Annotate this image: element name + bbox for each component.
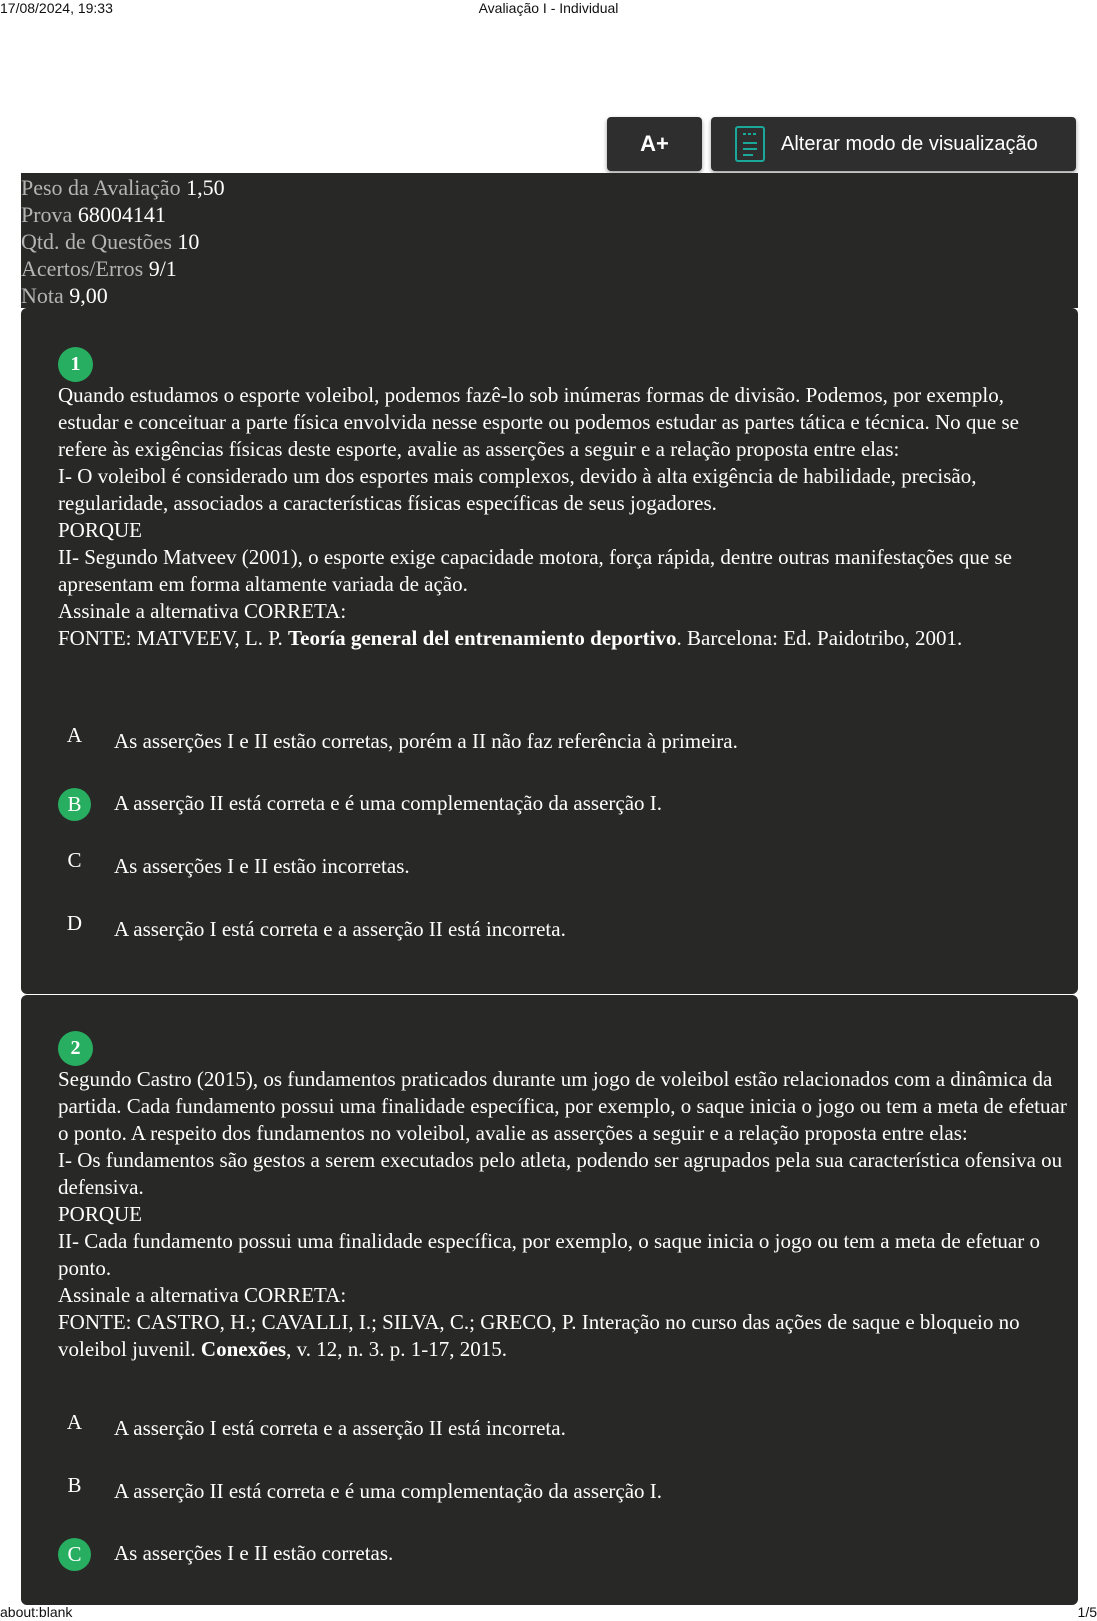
answer-option-selected[interactable] — [58, 788, 1058, 822]
answer-option[interactable] — [58, 723, 1058, 760]
option-letter: C — [67, 848, 82, 872]
option-text: A asserção I está correta e a asserção II está incorreta. — [114, 1416, 566, 1440]
connector-text: PORQUE — [58, 1202, 143, 1226]
option-letter: A — [66, 1410, 83, 1434]
question-number-badge: 1 — [58, 347, 93, 382]
option-text: A asserção II está correta e é uma complementação da asserção I. — [114, 791, 663, 815]
question-text — [58, 382, 1068, 652]
document-list-icon — [735, 126, 765, 162]
answer-option[interactable] — [58, 911, 1058, 948]
instruction-text: Assinale a alternativa CORRETA: — [58, 1283, 347, 1307]
info-row-grade: Nota 9,00 — [21, 283, 108, 308]
option-letter: D — [66, 911, 83, 935]
answer-option[interactable] — [58, 1410, 1058, 1447]
source-citation: FONTE: CASTRO, H.; CAVALLI, I.; SILVA, C.; GRECO, P. Interação no curso das ações de saque e bloqueio no voleibol juvenil. Conexões, v. 12, n. 3. p. 1-17, 2015. — [58, 1310, 1020, 1361]
page-indicator: 1/5 — [1077, 1604, 1097, 1620]
connector-text: PORQUE — [58, 518, 143, 542]
answer-option[interactable] — [58, 848, 1058, 885]
assertion-two: II- Cada fundamento possui uma finalidade específica, por exemplo, o saque inicia o jogo ou tem a meta de efetuar o ponto. — [58, 1229, 1040, 1280]
font-size-button[interactable]: A+ — [607, 117, 702, 171]
answer-option[interactable] — [58, 1473, 1058, 1510]
question-number-badge: 2 — [58, 1031, 93, 1066]
assertion-one: I- O voleibol é considerado um dos esportes mais complexos, devido à alta exigência de habilidade, precisão, regularidade, associados a características físicas específicas de seus jogadores. — [58, 464, 977, 515]
question-text — [58, 1066, 1068, 1363]
view-mode-button[interactable] — [711, 117, 1076, 171]
option-letter-selected: C — [58, 1538, 91, 1571]
option-letter: B — [67, 1473, 82, 1497]
option-text: A asserção II está correta e é uma complementação da asserção I. — [114, 1479, 663, 1503]
assertion-one: I- Os fundamentos são gestos a serem executados pelo atleta, podendo ser agrupados pela sua característica ofensiva ou defensiva. — [58, 1148, 1063, 1199]
option-text: A asserção I está correta e a asserção II está incorreta. — [114, 917, 566, 941]
question-card — [21, 308, 1078, 994]
option-text: As asserções I e II estão corretas. — [114, 1541, 394, 1565]
question-statement: Segundo Castro (2015), os fundamentos praticados durante um jogo de voleibol estão relacionados com a dinâmica da partida. Cada fundamento possui uma finalidade específica, por exemplo, o saque inicia o jogo ou tem a meta de efetuar o ponto. A respeito dos fundamentos no voleibol, avalie as asserções a seguir e a relação proposta entre elas: — [58, 1067, 1067, 1145]
info-row-exam: Prova 68004141 — [21, 202, 166, 227]
info-row-score-ratio: Acertos/Erros 9/1 — [21, 256, 177, 281]
question-card — [21, 995, 1078, 1605]
option-letter-selected: B — [58, 788, 91, 821]
assertion-two: II- Segundo Matveev (2001), o esporte exige capacidade motora, força rápida, dentre outras manifestações que se apresentam em forma altamente variada de ação. — [58, 545, 1012, 596]
view-mode-label: Alterar modo de visualização — [781, 132, 1038, 155]
exam-info-panel — [21, 173, 1078, 308]
print-footer — [0, 1604, 1097, 1621]
print-header — [0, 0, 1097, 20]
option-text: As asserções I e II estão corretas, porém a II não faz referência à primeira. — [114, 729, 738, 753]
question-statement: Quando estudamos o esporte voleibol, podemos fazê-lo sob inúmeras formas de divisão. Podemos, por exemplo, estudar e conceituar a parte física envolvida nesse esporte ou podemos estudar as partes tática e técnica. No que se refere às exigências físicas deste esporte, avalie as asserções a seguir e a relação proposta entre elas: — [58, 383, 1019, 461]
instruction-text: Assinale a alternativa CORRETA: — [58, 599, 347, 623]
print-url: about:blank — [0, 1604, 73, 1620]
info-row-questions: Qtd. de Questões 10 — [21, 229, 200, 254]
print-date: 17/08/2024, 19:33 — [0, 0, 113, 16]
option-text: As asserções I e II estão incorretas. — [114, 854, 410, 878]
info-row-weight: Peso da Avaliação 1,50 — [21, 175, 225, 200]
source-citation: FONTE: MATVEEV, L. P. Teoría general del entrenamiento deportivo. Barcelona: Ed. Paidotribo, 2001. — [58, 626, 963, 650]
option-letter: A — [66, 723, 83, 747]
print-title: Avaliação I - Individual — [478, 0, 619, 16]
answer-option-selected[interactable] — [58, 1538, 1058, 1572]
